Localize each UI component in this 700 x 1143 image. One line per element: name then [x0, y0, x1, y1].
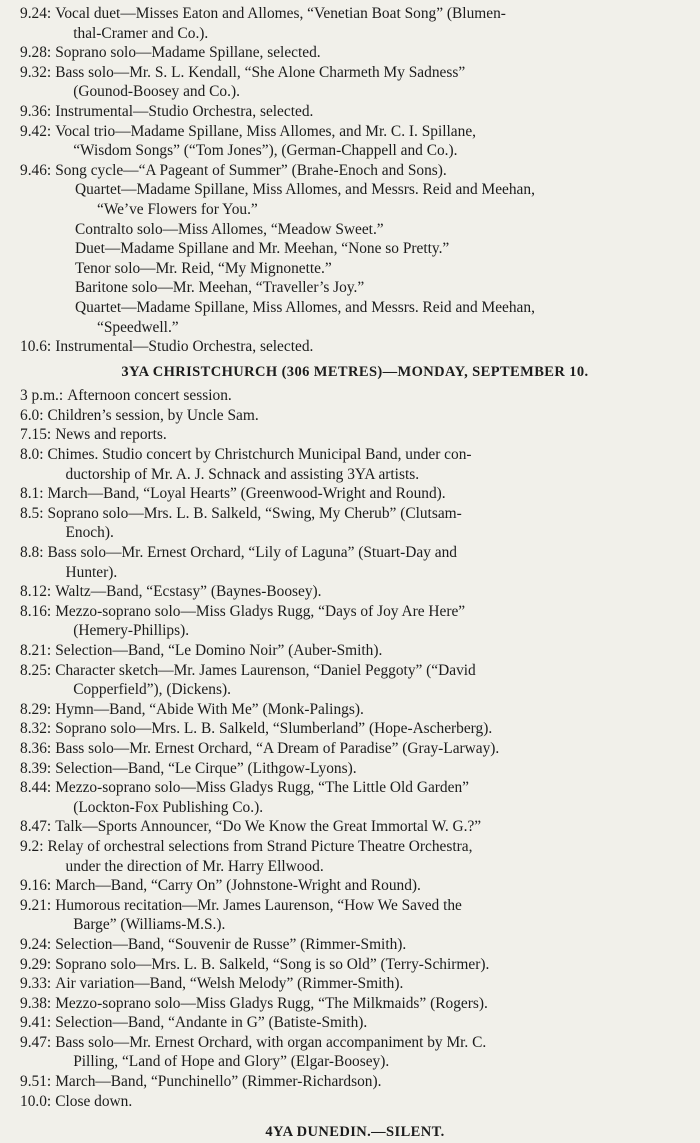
station-heading: 3YA CHRISTCHURCH (306 METRES)—MONDAY, SEPTEMBER 10.	[121, 363, 589, 380]
song-cycle-item	[20, 259, 690, 279]
entry-line: News and reports.	[55, 426, 167, 444]
entry-text	[51, 1092, 690, 1112]
entry-text	[51, 719, 690, 739]
programme-entry	[20, 63, 690, 102]
entry-text	[51, 759, 690, 779]
entry-text	[51, 641, 690, 661]
programme-entry	[20, 955, 690, 975]
entry-line: Bass solo—Mr. S. L. Kendall, “She Alone Charmeth My Sadness”	[55, 63, 466, 81]
programme-entry	[20, 974, 690, 994]
programme-entry	[20, 759, 690, 779]
entry-time: 8.5:	[20, 504, 44, 522]
entry-time: 9.41:	[20, 1014, 52, 1032]
entry-line: Afternoon concert session.	[67, 387, 232, 405]
entry-text	[51, 994, 690, 1014]
entry-line: Waltz—Band, “Ecstasy” (Baynes-Boosey).	[55, 583, 322, 601]
entry-time: 8.0:	[20, 446, 44, 464]
entry-text	[51, 63, 690, 102]
programme-entry	[20, 1072, 690, 1092]
entry-time: 9.24:	[20, 935, 52, 953]
entry-time: 8.29:	[20, 700, 52, 718]
programme-entry	[20, 102, 690, 122]
song-cycle-item	[20, 298, 690, 337]
programme-entry	[20, 161, 690, 181]
entry-time: 8.12:	[20, 583, 52, 601]
entry-time: 8.39:	[20, 759, 52, 777]
song-cycle-item	[20, 278, 690, 298]
entry-line: March—Band, “Loyal Hearts” (Greenwood-Wright and Round).	[47, 485, 446, 503]
entry-line: Copperfield”), (Dickens).	[73, 681, 231, 699]
entry-line: (Hemery-Phillips).	[73, 622, 190, 640]
entry-text	[51, 876, 690, 896]
section-1-list	[20, 4, 690, 180]
programme-entry	[20, 543, 690, 582]
entry-time: 8.36:	[20, 739, 52, 757]
entry-line: Quartet—Madame Spillane, Miss Allomes, and Messrs. Reid and Meehan,	[75, 298, 535, 316]
entry-text	[51, 700, 690, 720]
entry-text	[44, 445, 690, 484]
entry-text	[44, 504, 690, 543]
entry-time: 8.32:	[20, 720, 52, 738]
programme-entry	[20, 700, 690, 720]
entry-text	[51, 161, 690, 181]
entry-line: Soprano solo—Mrs. L. B. Salkeld, “Swing, My Cherub” (Clutsam-	[47, 504, 462, 522]
programme-entry	[20, 876, 690, 896]
entry-line: Close down.	[55, 1092, 133, 1110]
entry-text	[51, 602, 690, 641]
entry-line: Air variation—Band, “Welsh Melody” (Rimmer-Smith).	[55, 975, 404, 993]
entry-line: Vocal duet—Misses Eaton and Allomes, “Venetian Boat Song” (Blumen-	[55, 5, 506, 22]
entry-text	[51, 4, 690, 43]
entry-line: “We’ve Flowers for You.”	[97, 200, 258, 218]
entry-line: Bass solo—Mr. Ernest Orchard, with organ accompaniment by Mr. C.	[55, 1033, 487, 1051]
programme-entry	[20, 43, 690, 63]
programme-entry	[20, 425, 690, 445]
entry-time: 9.51:	[20, 1073, 52, 1091]
programme-entry	[20, 1092, 690, 1112]
programme-entry	[20, 445, 690, 484]
entry-text	[51, 1033, 690, 1072]
entry-text	[51, 582, 690, 602]
programme-entry	[20, 582, 690, 602]
programme-entry	[20, 935, 690, 955]
entry-text	[51, 122, 690, 161]
entry-line: Barge” (Williams-M.S.).	[73, 916, 226, 934]
programme-entry	[20, 739, 690, 759]
entry-line: (Gounod-Boosey and Co.).	[73, 83, 240, 101]
entry-line: Mezzo-soprano solo—Miss Gladys Rugg, “The Milkmaids” (Rogers).	[55, 994, 488, 1012]
entry-time: 9.33:	[20, 975, 52, 993]
entry-line: Chimes. Studio concert by Christchurch Municipal Band, under con-	[47, 446, 472, 464]
entry-line: Hunter).	[65, 563, 118, 581]
entry-line: (Lockton-Fox Publishing Co.).	[73, 798, 264, 816]
programme-entry	[20, 122, 690, 161]
entry-line: Instrumental—Studio Orchestra, selected.	[55, 102, 314, 120]
entry-time: 3 p.m.:	[20, 387, 64, 405]
entry-time: 10.6:	[20, 338, 52, 356]
entry-time: 9.36:	[20, 102, 52, 120]
entry-line: Selection—Band, “Andante in G” (Batiste-Smith).	[55, 1014, 368, 1032]
entry-line: Baritone solo—Mr. Meehan, “Traveller’s Joy.”	[75, 279, 365, 297]
programme-entry	[20, 896, 690, 935]
entry-text	[51, 896, 690, 935]
entry-time: 9.24:	[20, 5, 52, 22]
entry-line: “Wisdom Songs” (“Tom Jones”), (German-Chappell and Co.).	[73, 142, 458, 160]
entry-line: Instrumental—Studio Orchestra, selected.	[55, 338, 314, 356]
entry-time: 8.44:	[20, 779, 52, 797]
entry-text	[51, 102, 690, 122]
entry-line: Mezzo-soprano solo—Miss Gladys Rugg, “The Little Old Garden”	[55, 779, 469, 797]
entry-time: 9.46:	[20, 161, 52, 179]
entry-time: 9.28:	[20, 44, 52, 62]
section-2-list	[20, 386, 690, 1111]
entry-time: 9.16:	[20, 877, 52, 895]
entry-time: 7.15:	[20, 426, 52, 444]
song-cycle-item	[20, 180, 690, 219]
entry-line: Soprano solo—Madame Spillane, selected.	[55, 44, 321, 62]
entry-line: Bass solo—Mr. Ernest Orchard, “A Dream of Paradise” (Gray-Larway).	[55, 739, 500, 757]
song-cycle-item	[20, 220, 690, 240]
entry-text	[44, 484, 690, 504]
entry-text	[44, 543, 690, 582]
entry-text	[51, 739, 690, 759]
programme-entry	[20, 1033, 690, 1072]
entry-text	[51, 1013, 690, 1033]
programme-entry	[20, 337, 690, 357]
entry-time: 9.2:	[20, 837, 44, 855]
entry-line: Duet—Madame Spillane and Mr. Meehan, “None so Pretty.”	[75, 240, 450, 258]
entry-line: Tenor solo—Mr. Reid, “My Mignonette.”	[75, 259, 332, 277]
section-1-end-list	[20, 337, 690, 357]
programme-entry	[20, 994, 690, 1014]
entry-time: 10.0:	[20, 1092, 52, 1110]
entry-line: Selection—Band, “Souvenir de Russe” (Rimmer-Smith).	[55, 935, 407, 953]
entry-time: 9.47:	[20, 1033, 52, 1051]
entry-line: Pilling, “Land of Hope and Glory” (Elgar-Boosey).	[73, 1053, 390, 1071]
entry-line: Relay of orchestral selections from Strand Picture Theatre Orchestra,	[47, 837, 473, 855]
entry-line: Children’s session, by Uncle Sam.	[47, 406, 259, 424]
programme-entry	[20, 1013, 690, 1033]
entry-text	[51, 955, 690, 975]
entry-time: 9.42:	[20, 122, 52, 140]
entry-text	[51, 43, 690, 63]
entry-line: Hymn—Band, “Abide With Me” (Monk-Palings).	[55, 700, 364, 718]
entry-line: Quartet—Madame Spillane, Miss Allomes, and Messrs. Reid and Meehan,	[75, 181, 535, 199]
entry-line: ductorship of Mr. A. J. Schnack and assisting 3YA artists.	[65, 465, 420, 483]
entry-text	[44, 837, 690, 876]
entry-time: 9.29:	[20, 955, 52, 973]
entry-line: Character sketch—Mr. James Laurenson, “Daniel Peggoty” (“David	[55, 661, 476, 679]
entry-line: Mezzo-soprano solo—Miss Gladys Rugg, “Days of Joy Are Here”	[55, 602, 466, 620]
entry-time: 8.1:	[20, 485, 44, 503]
entry-line: Soprano solo—Mrs. L. B. Salkeld, “Song is so Old” (Terry-Schirmer).	[55, 955, 490, 973]
entry-line: March—Band, “Carry On” (Johnstone-Wright and Round).	[55, 877, 421, 895]
entry-text	[51, 1072, 690, 1092]
entry-line: Song cycle—“A Pageant of Summer” (Brahe-Enoch and Sons).	[55, 161, 447, 179]
song-cycle-list	[20, 180, 690, 337]
programme-entry	[20, 602, 690, 641]
programme-entry	[20, 837, 690, 876]
entry-line: thal-Cramer and Co.).	[73, 24, 209, 42]
programme-entry	[20, 719, 690, 739]
entry-time: 8.21:	[20, 642, 52, 659]
programme-entry	[20, 661, 690, 700]
entry-time: 6.0:	[20, 406, 44, 424]
entry-line: Enoch).	[65, 524, 114, 542]
entry-line: under the direction of Mr. Harry Ellwood.	[65, 857, 324, 875]
entry-text	[51, 778, 690, 817]
entry-time: 8.25:	[20, 661, 52, 679]
entry-line: March—Band, “Punchinello” (Rimmer-Richardson).	[55, 1073, 382, 1091]
programme-entry	[20, 641, 690, 661]
entry-line: Soprano solo—Mrs. L. B. Salkeld, “Slumberland” (Hope-Ascherberg).	[55, 720, 493, 738]
footer-heading: 4YA DUNEDIN.—SILENT.	[265, 1124, 445, 1141]
entry-line: “Speedwell.”	[97, 318, 179, 336]
entry-line: Contralto solo—Miss Allomes, “Meadow Sweet.”	[75, 220, 384, 238]
programme-entry	[20, 4, 690, 43]
programme-entry	[20, 406, 690, 426]
entry-time: 8.8:	[20, 544, 44, 562]
programme-entry	[20, 504, 690, 543]
entry-line: Bass solo—Mr. Ernest Orchard, “Lily of Laguna” (Stuart-Day and	[47, 544, 457, 562]
entry-line: Talk—Sports Announcer, “Do We Know the Great Immortal W. G.?”	[55, 818, 482, 836]
entry-text	[51, 337, 690, 357]
entry-time: 9.32:	[20, 63, 52, 81]
entry-text	[51, 935, 690, 955]
programme-entry	[20, 484, 690, 504]
entry-time: 9.38:	[20, 994, 52, 1012]
entry-line: Selection—Band, “Le Domino Noir” (Auber-Smith).	[55, 642, 383, 659]
entry-text	[44, 406, 690, 426]
entry-line: Vocal trio—Madame Spillane, Miss Allomes, and Mr. C. I. Spillane,	[55, 122, 477, 140]
song-cycle-item	[20, 239, 690, 259]
entry-text	[51, 974, 690, 994]
entry-text	[63, 386, 690, 406]
entry-time: 9.21:	[20, 896, 52, 914]
entry-text	[51, 425, 690, 445]
entry-text	[51, 817, 690, 837]
entry-line: Humorous recitation—Mr. James Laurenson, “How We Saved the	[55, 896, 462, 914]
entry-time: 8.16:	[20, 602, 52, 620]
programme-entry	[20, 817, 690, 837]
entry-text	[51, 661, 690, 700]
programme-entry	[20, 386, 690, 406]
programme-entry	[20, 778, 690, 817]
entry-line: Selection—Band, “Le Cirque” (Lithgow-Lyons).	[55, 759, 357, 777]
entry-time: 8.47:	[20, 818, 52, 836]
